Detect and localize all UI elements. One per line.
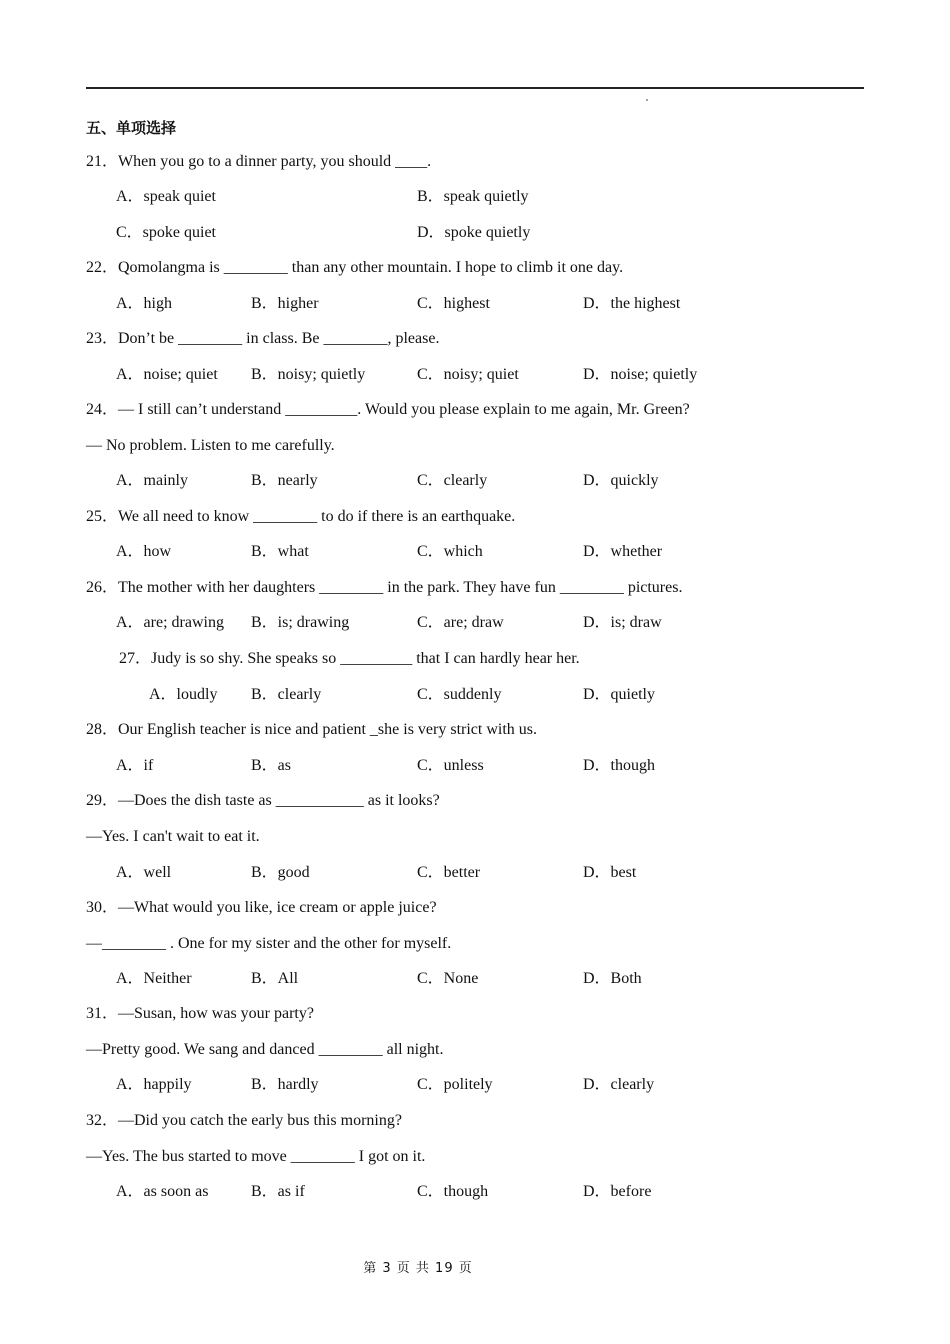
question-23-option-a[interactable]: A．noise; quiet	[116, 366, 218, 383]
header-rule	[86, 87, 864, 89]
question-31-option-d[interactable]: D．clearly	[583, 1076, 655, 1093]
question-27-option-d[interactable]: D．quietly	[583, 686, 655, 703]
question-29-reply: —Yes. I can't wait to eat it.	[86, 828, 260, 845]
question-23-option-b[interactable]: B．noisy; quietly	[251, 366, 366, 383]
question-27-option-c[interactable]: C．suddenly	[417, 686, 502, 703]
question-21-option-a[interactable]: A．speak quiet	[116, 188, 216, 205]
section-title: 五、单项选择	[86, 119, 177, 137]
question-22-stem: 22．Qomolangma is ________ than any other mountain. I hope to climb it one day.	[86, 259, 624, 276]
question-26-option-a[interactable]: A．are; drawing	[116, 614, 224, 631]
question-24-reply: — No problem. Listen to me carefully.	[86, 437, 335, 454]
question-29-option-d[interactable]: D．best	[583, 864, 637, 881]
question-32-stem: 32．—Did you catch the early bus this morning?	[86, 1112, 402, 1129]
question-27-option-b[interactable]: B．clearly	[251, 686, 322, 703]
question-26-option-d[interactable]: D．is; draw	[583, 614, 662, 631]
question-27-option-a[interactable]: A．loudly	[149, 686, 218, 703]
question-23-stem: 23．Don’t be ________ in class. Be ________, please.	[86, 330, 440, 347]
question-21-option-b[interactable]: B．speak quietly	[417, 188, 529, 205]
question-29-option-b[interactable]: B．good	[251, 864, 310, 881]
question-26-option-b[interactable]: B．is; drawing	[251, 614, 350, 631]
question-32-option-a[interactable]: A．as soon as	[116, 1183, 209, 1200]
question-22-option-d[interactable]: D．the highest	[583, 295, 681, 312]
question-31-option-b[interactable]: B．hardly	[251, 1076, 319, 1093]
question-31-stem: 31．—Susan, how was your party?	[86, 1005, 314, 1022]
question-25-option-a[interactable]: A．how	[116, 543, 172, 560]
question-30-option-b[interactable]: B．All	[251, 970, 299, 987]
question-29-stem: 29．—Does the dish taste as ___________ as it looks?	[86, 792, 440, 809]
question-22-option-c[interactable]: C．highest	[417, 295, 490, 312]
question-26-stem: 26．The mother with her daughters ________ in the park. They have fun ________ pictures.	[86, 579, 683, 596]
question-25-option-b[interactable]: B．what	[251, 543, 309, 560]
question-29-option-c[interactable]: C．better	[417, 864, 481, 881]
question-28-option-b[interactable]: B．as	[251, 757, 292, 774]
question-21-stem: 21．When you go to a dinner party, you should ____.	[86, 153, 432, 170]
question-28-stem: 28．Our English teacher is nice and patient _she is very strict with us.	[86, 721, 538, 738]
question-24-stem: 24．— I still can’t understand _________. Would you please explain to me again, Mr. Green?	[86, 401, 690, 418]
question-30-reply: —________ . One for my sister and the other for myself.	[86, 935, 452, 952]
question-31-option-c[interactable]: C．politely	[417, 1076, 493, 1093]
question-30-option-c[interactable]: C．None	[417, 970, 479, 987]
question-30-option-a[interactable]: A．Neither	[116, 970, 192, 987]
question-28-option-c[interactable]: C．unless	[417, 757, 484, 774]
question-32-option-d[interactable]: D．before	[583, 1183, 652, 1200]
question-24-option-a[interactable]: A．mainly	[116, 472, 188, 489]
question-26-option-c[interactable]: C．are; draw	[417, 614, 504, 631]
question-23-option-c[interactable]: C．noisy; quiet	[417, 366, 519, 383]
question-30-option-d[interactable]: D．Both	[583, 970, 642, 987]
header-dot	[646, 99, 648, 101]
question-31-option-a[interactable]: A．happily	[116, 1076, 192, 1093]
question-31-reply: —Pretty good. We sang and danced ________ all night.	[86, 1041, 444, 1058]
question-24-option-b[interactable]: B．nearly	[251, 472, 318, 489]
page-number: 第 3 页 共 19 页	[363, 1261, 473, 1276]
question-27-stem: 27．Judy is so shy. She speaks so _________ that I can hardly hear her.	[119, 650, 580, 667]
question-25-option-c[interactable]: C．which	[417, 543, 483, 560]
question-23-option-d[interactable]: D．noise; quietly	[583, 366, 698, 383]
question-22-option-a[interactable]: A．high	[116, 295, 173, 312]
question-32-option-c[interactable]: C．though	[417, 1183, 489, 1200]
question-24-option-d[interactable]: D．quickly	[583, 472, 659, 489]
question-21-option-c[interactable]: C．spoke quiet	[116, 224, 216, 241]
question-28-option-d[interactable]: D．though	[583, 757, 656, 774]
question-28-option-a[interactable]: A．if	[116, 757, 154, 774]
question-30-stem: 30．—What would you like, ice cream or apple juice?	[86, 899, 437, 916]
question-32-option-b[interactable]: B．as if	[251, 1183, 305, 1200]
question-32-reply: —Yes. The bus started to move ________ I got on it.	[86, 1148, 426, 1165]
question-25-option-d[interactable]: D．whether	[583, 543, 663, 560]
question-22-option-b[interactable]: B．higher	[251, 295, 319, 312]
question-29-option-a[interactable]: A．well	[116, 864, 172, 881]
question-25-stem: 25．We all need to know ________ to do if there is an earthquake.	[86, 508, 516, 525]
question-24-option-c[interactable]: C．clearly	[417, 472, 488, 489]
question-21-option-d[interactable]: D．spoke quietly	[417, 224, 531, 241]
